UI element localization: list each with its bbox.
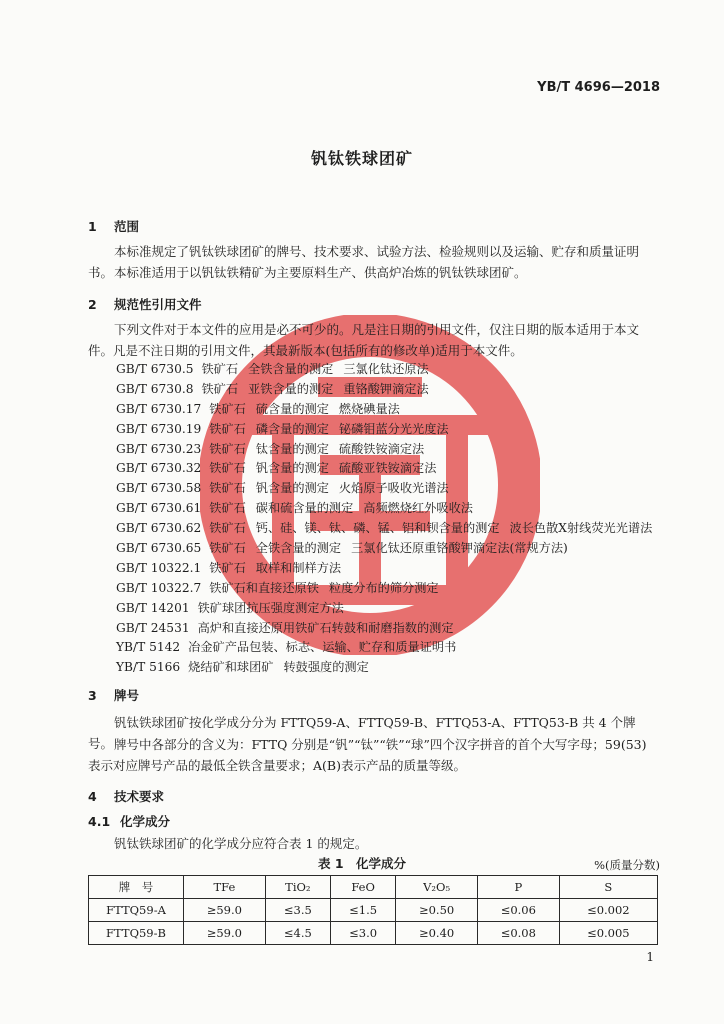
reference-code: GB/T 6730.23 bbox=[116, 441, 202, 456]
reference-title: 铁矿石和直接还原铁 bbox=[209, 580, 319, 595]
reference-title: 钙、硅、镁、钛、磷、锰、铝和钡含量的测定 bbox=[255, 521, 500, 536]
reference-item bbox=[116, 619, 652, 639]
table-header-cell: TFe bbox=[184, 876, 266, 899]
table-header-cell: 牌 号 bbox=[89, 876, 184, 899]
table-header-cell: FeO bbox=[330, 876, 395, 899]
reference-item bbox=[116, 380, 652, 400]
table-cell: ≤3.5 bbox=[265, 899, 330, 922]
reference-code: GB/T 6730.62 bbox=[116, 521, 202, 536]
reference-code: GB/T 24531 bbox=[116, 620, 190, 635]
section-4-1-heading bbox=[88, 812, 170, 830]
document-title: 钒钛铁球团矿 bbox=[310, 149, 413, 168]
section-number: 4 bbox=[88, 789, 97, 804]
table-cell: ≤3.0 bbox=[330, 922, 395, 945]
reference-code: YB/T 5166 bbox=[116, 660, 181, 675]
reference-item bbox=[116, 479, 652, 499]
section-title: 化学成分 bbox=[120, 814, 171, 829]
table-cell: ≥0.50 bbox=[396, 899, 478, 922]
reference-code: YB/T 5142 bbox=[116, 640, 181, 655]
reference-title: 冶金矿产品包装、标志、运输、贮存和质量证明书 bbox=[188, 640, 457, 655]
reference-title: 钒含量的测定 bbox=[255, 461, 329, 476]
section-4-heading bbox=[88, 787, 164, 805]
reference-title: 转鼓强度的测定 bbox=[283, 660, 369, 675]
reference-title: 高炉和直接还原用铁矿石转鼓和耐磨指数的测定 bbox=[197, 620, 454, 635]
reference-code: GB/T 10322.7 bbox=[116, 580, 202, 595]
reference-title: 铁矿石 bbox=[209, 401, 246, 416]
reference-title: 铁矿石 bbox=[209, 541, 246, 556]
table-cell: ≤1.5 bbox=[330, 899, 395, 922]
reference-code: GB/T 10322.1 bbox=[116, 560, 202, 575]
reference-code: GB/T 6730.32 bbox=[116, 461, 202, 476]
reference-title: 钒含量的测定 bbox=[255, 481, 329, 496]
chemical-composition-table bbox=[88, 875, 658, 945]
reference-item bbox=[116, 400, 652, 420]
table-row bbox=[89, 899, 658, 922]
section-number: 1 bbox=[88, 219, 97, 234]
reference-code: GB/T 6730.8 bbox=[116, 381, 194, 396]
reference-title: 铁矿石 bbox=[209, 501, 246, 516]
reference-item bbox=[116, 360, 652, 380]
section-3-paragraph: 钒钛铁球团矿按化学成分分为 FTTQ59-A、FTTQ59-B、FTTQ53-A、FTTQ53-B 共 4 个牌号。 bbox=[88, 715, 636, 751]
reference-item bbox=[116, 658, 652, 678]
table-unit: %(质量分数) bbox=[594, 858, 660, 872]
table-row bbox=[89, 922, 658, 945]
reference-title: 亚铁含量的测定 bbox=[248, 381, 334, 396]
section-4-1-paragraph: 钒钛铁球团矿的化学成分应符合表 1 的规定。 bbox=[114, 836, 368, 851]
reference-title: 硫酸铁铵滴定法 bbox=[338, 441, 425, 456]
reference-title: 铁矿石 bbox=[209, 521, 246, 536]
section-title: 技术要求 bbox=[114, 789, 165, 804]
reference-item bbox=[116, 420, 652, 440]
reference-title: 粒度分布的筛分测定 bbox=[328, 580, 439, 595]
table-cell: ≤0.005 bbox=[559, 922, 657, 945]
reference-item bbox=[116, 519, 652, 539]
reference-code: GB/T 14201 bbox=[116, 600, 190, 615]
reference-code: GB/T 6730.58 bbox=[116, 481, 202, 496]
table-cell: ≤0.06 bbox=[477, 899, 559, 922]
section-3-heading bbox=[88, 686, 139, 704]
reference-title: 铁矿石 bbox=[201, 381, 239, 396]
section-1-paragraph: 本标准规定了钒钛铁球团矿的牌号、技术要求、试验方法、检验规则以及运输、贮存和质量证明书。 bbox=[88, 244, 640, 280]
section-number: 2 bbox=[88, 297, 97, 312]
section-1-paragraph: 本标准适用于以钒钛铁精矿为主要原料生产、供高炉冶炼的钒钛铁球团矿。 bbox=[114, 265, 527, 280]
reference-item bbox=[116, 499, 652, 519]
reference-title: 铁矿球团抗压强度测定方法 bbox=[197, 600, 344, 615]
table-cell: FTTQ59-B bbox=[89, 922, 184, 945]
table-cell: ≤0.08 bbox=[477, 922, 559, 945]
reference-title: 铁矿石 bbox=[209, 461, 246, 476]
section-number: 4.1 bbox=[88, 814, 111, 829]
reference-title: 磷含量的测定 bbox=[255, 421, 329, 436]
table-cell: ≥59.0 bbox=[184, 922, 266, 945]
reference-title: 高频燃烧红外吸收法 bbox=[363, 501, 473, 516]
reference-code: GB/T 6730.17 bbox=[116, 401, 202, 416]
reference-code: GB/T 6730.5 bbox=[116, 362, 194, 376]
page-number: 1 bbox=[646, 950, 654, 964]
reference-code: GB/T 6730.65 bbox=[116, 541, 202, 556]
table-header-cell: TiO₂ bbox=[265, 876, 330, 899]
reference-title: 重铬酸钾滴定法 bbox=[343, 381, 429, 396]
reference-title: 取样和制样方法 bbox=[255, 560, 342, 575]
reference-item bbox=[116, 579, 652, 599]
reference-title: 燃烧碘量法 bbox=[338, 401, 400, 416]
reference-title: 三氯化钛还原重铬酸钾滴定法(常规方法) bbox=[351, 541, 568, 556]
reference-title: 三氯化钛还原法 bbox=[343, 362, 429, 376]
table-cell: FTTQ59-A bbox=[89, 899, 184, 922]
reference-title: 铁矿石 bbox=[209, 560, 246, 575]
reference-item bbox=[116, 599, 652, 619]
reference-title: 全铁含量的测定 bbox=[248, 362, 334, 376]
table-header-row bbox=[89, 876, 658, 899]
table-cell: ≤0.002 bbox=[559, 899, 657, 922]
reference-title: 碳和硫含量的测定 bbox=[255, 501, 354, 516]
section-title: 规范性引用文件 bbox=[114, 297, 202, 312]
reference-title: 铁矿石 bbox=[209, 481, 246, 496]
section-2-intro: 下列文件对于本文件的应用是必不可少的。凡是注日期的引用文件，仅注日期的版本适用于本文件。凡是不注日期的引用文件，其最新版本(包括所有的修改单)适用于本文件。 bbox=[88, 322, 640, 358]
table-header-cell: V₂O₅ bbox=[396, 876, 478, 899]
reference-item bbox=[116, 440, 652, 460]
reference-code: GB/T 6730.19 bbox=[116, 421, 202, 436]
section-title: 范围 bbox=[114, 219, 140, 234]
reference-title: 烧结矿和球团矿 bbox=[188, 660, 274, 675]
table-cell: ≥0.40 bbox=[396, 922, 478, 945]
reference-list bbox=[116, 360, 652, 678]
reference-item bbox=[116, 559, 652, 579]
reference-title: 铁矿石 bbox=[209, 441, 246, 456]
table-header-cell: P bbox=[477, 876, 559, 899]
section-number: 3 bbox=[88, 688, 97, 703]
reference-title: 波长色散X射线荧光光谱法 bbox=[509, 521, 653, 536]
table-caption: 表 1 化学成分 bbox=[317, 856, 407, 871]
table-cell: ≤4.5 bbox=[265, 922, 330, 945]
reference-title: 铁矿石 bbox=[209, 421, 246, 436]
reference-title: 铁矿石 bbox=[201, 362, 239, 376]
section-title: 牌号 bbox=[114, 688, 140, 703]
table-header-cell: S bbox=[559, 876, 657, 899]
section-2-heading bbox=[88, 295, 202, 313]
table-cell: ≥59.0 bbox=[184, 899, 266, 922]
section-1-heading bbox=[88, 217, 139, 235]
reference-title: 火焰原子吸收光谱法 bbox=[338, 481, 449, 496]
standard-number: YB/T 4696—2018 bbox=[537, 80, 660, 95]
reference-title: 铋磷钼蓝分光光度法 bbox=[338, 421, 449, 436]
reference-item bbox=[116, 459, 652, 479]
section-3-paragraph: 牌号中各部分的含义为：FTTQ 分别是“钒”“钛”“铁”“球”四个汉字拼音的首个大写字母；59(53)表示对应牌号产品的最低全铁含量要求；A(B)表示产品的质量等级。 bbox=[88, 737, 647, 773]
reference-code: GB/T 6730.61 bbox=[116, 501, 202, 516]
reference-title: 钛含量的测定 bbox=[255, 441, 329, 456]
reference-title: 硫含量的测定 bbox=[255, 401, 329, 416]
reference-item bbox=[116, 539, 652, 559]
reference-title: 硫酸亚铁铵滴定法 bbox=[338, 461, 437, 476]
reference-title: 全铁含量的测定 bbox=[255, 541, 342, 556]
reference-item bbox=[116, 638, 652, 658]
